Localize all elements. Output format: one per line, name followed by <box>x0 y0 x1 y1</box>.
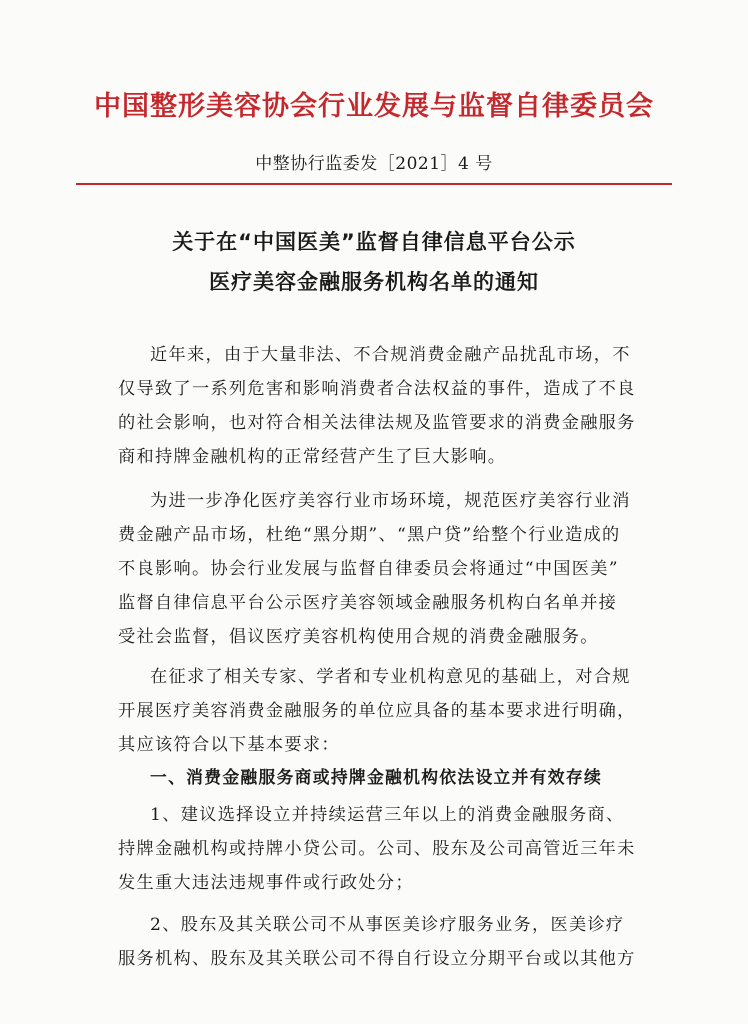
body-line: 服务机构、股东及其关联公司不得自行设立分期平台或以其他方 <box>118 949 636 969</box>
issuing-organization: 中国整形美容协会行业发展与监督自律委员会 <box>94 91 654 122</box>
body-line: 2、股东及其关联公司不从事医美诊疗服务业务，医美诊疗 <box>150 915 625 935</box>
body-line: 近年来，由于大量非法、不合规消费金融产品扰乱市场，不 <box>150 345 631 365</box>
body-line: 的社会影响，也对符合相关法律法规及监管要求的消费金融服务 <box>118 413 636 433</box>
section-heading: 一、消费金融服务商或持牌金融机构依法设立并有效存续 <box>150 767 603 787</box>
red-divider-line <box>76 183 672 185</box>
body-line: 其应该符合以下基本要求： <box>118 735 340 755</box>
body-line: 受社会监督，倡议医疗美容机构使用合规的消费金融服务。 <box>118 627 599 647</box>
body-line: 1、建议选择设立并持续运营三年以上的消费金融服务商、 <box>150 805 625 825</box>
body-line: 商和持牌金融机构的正常经营产生了巨大影响。 <box>118 447 507 467</box>
body-line: 监督自律信息平台公示医疗美容领域金融服务机构白名单并接 <box>118 593 618 613</box>
body-line: 开展医疗美容消费金融服务的单位应具备的基本要求进行明确， <box>118 701 636 721</box>
body-line: 不良影响。协会行业发展与监督自律委员会将通过“中国医美” <box>118 559 619 579</box>
body-line: 为进一步净化医疗美容行业市场环境，规范医疗美容行业消 <box>150 491 631 511</box>
body-line: 仅导致了一系列危害和影响消费者合法权益的事件，造成了不良 <box>118 379 636 399</box>
notice-title-line-2: 医疗美容金融服务机构名单的通知 <box>209 270 539 294</box>
body-line: 费金融产品市场，杜绝“黑分期”、“黑户贷”给整个行业造成的 <box>118 525 621 545</box>
body-line: 发生重大违法违规事件或行政处分； <box>118 873 414 893</box>
body-line: 在征求了相关专家、学者和专业机构意见的基础上，对合规 <box>150 667 631 687</box>
document-number: 中整协行监委发［2021］4 号 <box>255 154 493 174</box>
notice-title-line-1: 关于在“中国医美”监督自律信息平台公示 <box>172 230 576 254</box>
body-line: 持牌金融机构或持牌小贷公司。公司、股东及公司高管近三年未 <box>118 839 636 859</box>
